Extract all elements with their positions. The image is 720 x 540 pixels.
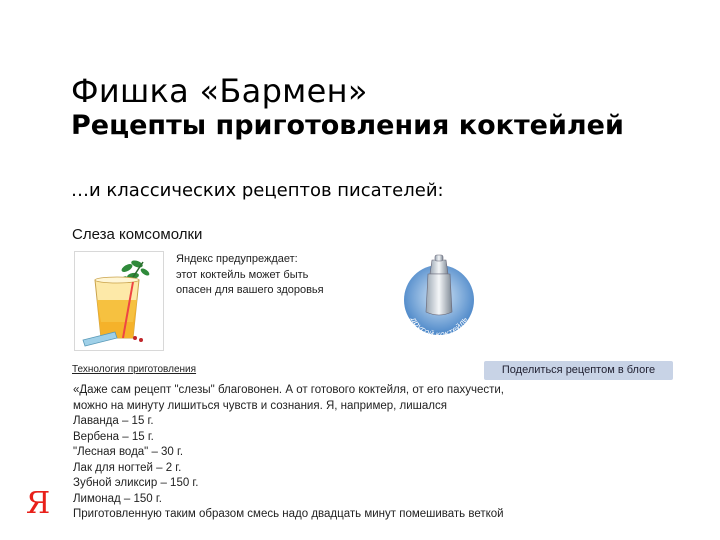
cocktail-image	[74, 251, 164, 351]
warning-line: Яндекс предупреждает:	[176, 253, 298, 265]
slide-intro: …и классических рецептов писателей:	[71, 180, 444, 201]
slide-title: Фишка «Бармен»	[71, 72, 368, 110]
shaker-badge-icon[interactable]	[400, 252, 478, 338]
warning-line: этот коктейль может быть	[176, 268, 309, 281]
recipe-line: Приготовленную таким образом смесь надо двадцать минут помешивать веткой	[73, 508, 504, 520]
ingredient-line: Лимонад – 150 г.	[73, 492, 162, 505]
health-warning	[176, 252, 324, 299]
ingredient-line: Лак для ногтей – 2 г.	[73, 461, 182, 474]
warning-line: опасен для вашего здоровья	[176, 284, 324, 296]
ingredient-line: Вербена – 15 г.	[73, 430, 154, 443]
technology-link[interactable]: Технология приготовления	[72, 364, 197, 375]
recipe-line: «Даже сам рецепт "слезы" благовонен. А от готового коктейля, от его пахучести,	[73, 384, 505, 396]
ingredient-line: Лаванда – 15 г.	[73, 415, 154, 427]
recipe-text	[73, 383, 543, 523]
recipe-title: Слеза комсомолки	[72, 226, 203, 243]
yandex-logo: Я	[26, 486, 51, 521]
ingredient-line: Зубной эликсир – 150 г.	[73, 477, 199, 489]
ingredient-line: "Лесная вода" – 30 г.	[73, 446, 184, 458]
slide-subtitle: Рецепты приготовления коктейлей	[71, 110, 624, 141]
share-to-blog-button[interactable]: Поделиться рецептом в блоге	[484, 361, 673, 380]
badge-text: другой коктейль	[408, 315, 470, 338]
recipe-line: можно на минуту лишиться чувств и сознания. Я, например, лишался	[73, 399, 447, 412]
